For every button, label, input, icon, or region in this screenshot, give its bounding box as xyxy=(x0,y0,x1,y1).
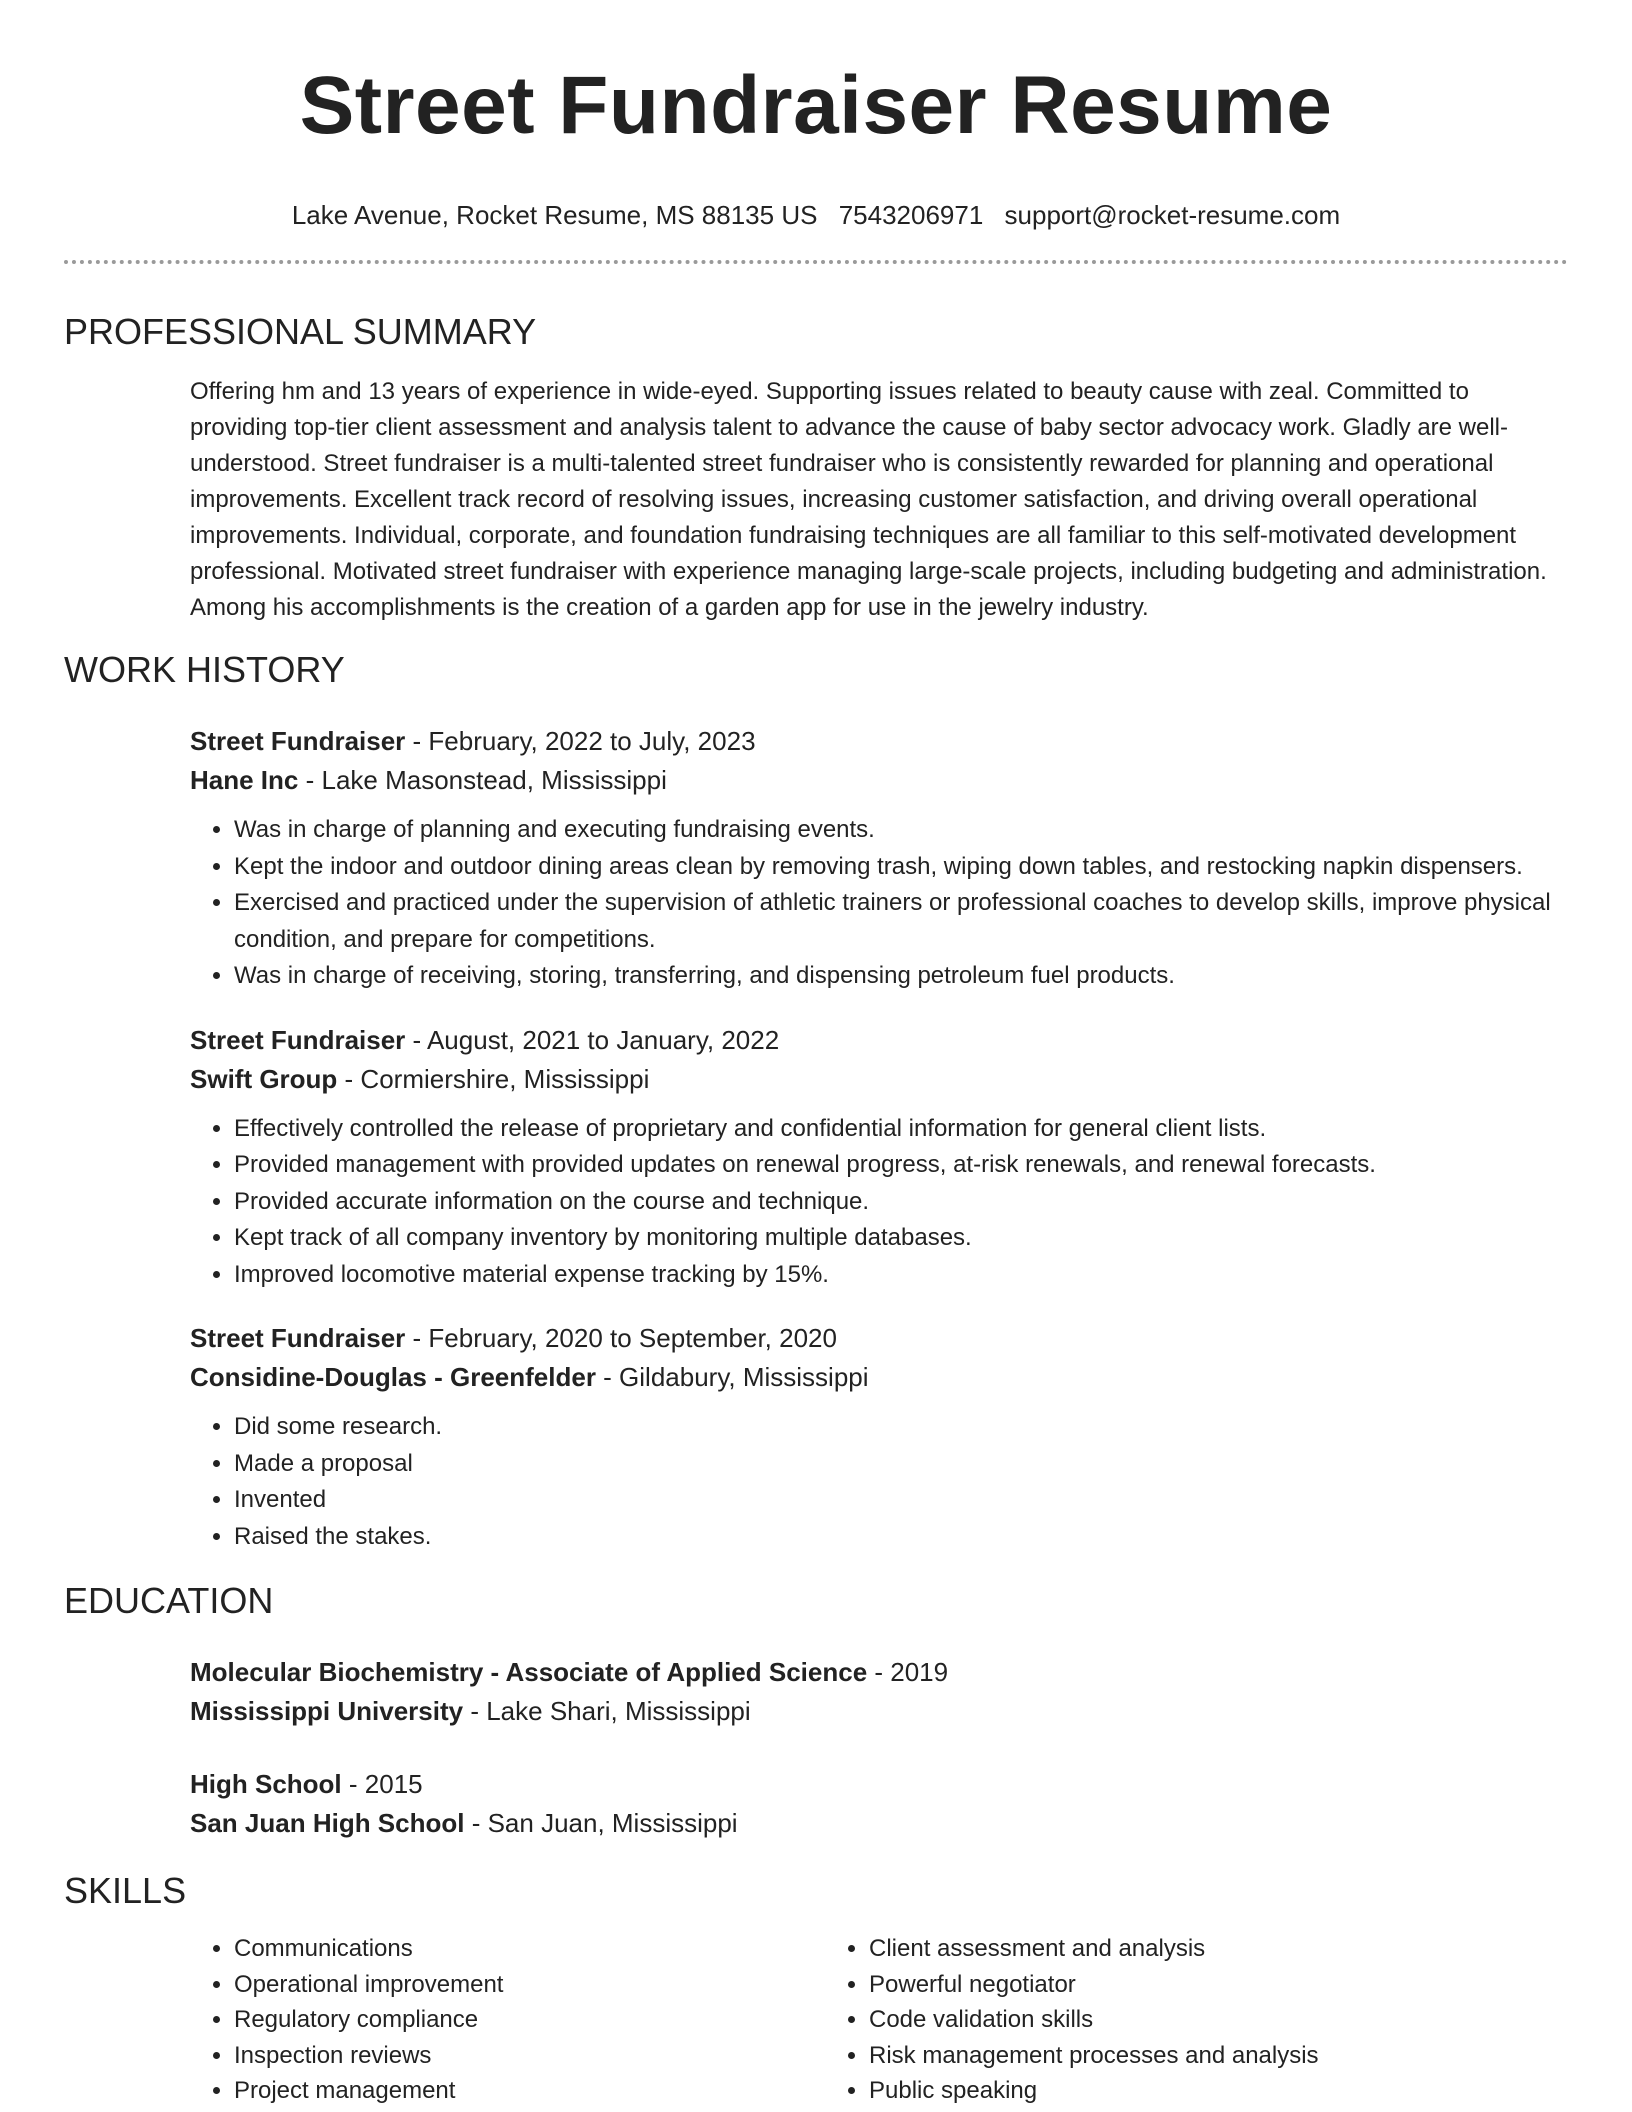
job-bullets xyxy=(190,812,1568,995)
education-section xyxy=(64,1579,1568,1843)
job-bullet: • Was in charge of planning and executing fundraising events. xyxy=(234,812,1568,849)
skill-item: • Risk management processes and analysis xyxy=(869,2038,1460,2074)
job-bullet: • Exercised and practiced under the supervision of athletic trainers or professional coaches to develop skills, improve physical condition, and prepare for competitions. xyxy=(234,885,1568,958)
job-dates: - August, 2021 to January, 2022 xyxy=(405,1024,780,1055)
education-degree-line xyxy=(190,1653,1568,1692)
job-dates: - February, 2020 to September, 2020 xyxy=(405,1323,837,1353)
contact-address: Lake Avenue, Rocket Resume, MS 88135 US xyxy=(291,200,818,230)
job-bullet: • Made a proposal xyxy=(234,1446,1568,1483)
skill-item: • Code validation skills xyxy=(869,2002,1460,2038)
education-degree: Molecular Biochemistry - Associate of Applied Science xyxy=(190,1657,868,1687)
job-bullet: • Was in charge of receiving, storing, transferring, and dispensing petroleum fuel products. xyxy=(234,958,1568,995)
contact-email: support@rocket-resume.com xyxy=(1004,200,1341,230)
education-entry xyxy=(190,1765,1568,1843)
work-history-heading: WORK HISTORY xyxy=(64,649,345,690)
job-bullet: • Provided management with provided updates on renewal progress, at-risk renewals, and renewal forecasts. xyxy=(234,1147,1568,1184)
job-bullet: • Provided accurate information on the course and technique. xyxy=(234,1184,1568,1221)
education-heading: EDUCATION xyxy=(64,1580,274,1621)
education-degree-line xyxy=(190,1765,1568,1804)
skill-item: • Project management xyxy=(234,2073,825,2109)
contact-info xyxy=(64,198,1568,232)
job-bullet: • Did some research. xyxy=(234,1409,1568,1446)
education-school: San Juan High School xyxy=(190,1808,465,1838)
education-year: - 2019 xyxy=(867,1657,949,1687)
job-title-line xyxy=(190,1319,1568,1358)
job-bullet: • Invented xyxy=(234,1482,1568,1519)
summary-heading: PROFESSIONAL SUMMARY xyxy=(64,311,537,352)
skill-item: • Client assessment and analysis xyxy=(869,1931,1460,1967)
job-company: Considine-Douglas - Greenfelder xyxy=(190,1362,596,1392)
job-title: Street Fundraiser xyxy=(190,1323,406,1353)
job-title-line xyxy=(190,1021,1568,1060)
job-entry xyxy=(190,722,1568,995)
skills-section xyxy=(64,1869,1568,2109)
job-title: Street Fundraiser xyxy=(190,726,406,756)
skills-grid xyxy=(190,1931,1568,2109)
skills-list-left xyxy=(190,1931,825,2109)
skill-item: • Powerful negotiator xyxy=(869,1967,1460,2003)
skill-item: • Operational improvement xyxy=(234,1967,825,2003)
job-title: Street Fundraiser xyxy=(190,1024,406,1055)
education-school: Mississippi University xyxy=(190,1696,464,1726)
skills-list-right xyxy=(825,1931,1460,2109)
job-bullets xyxy=(190,1111,1568,1294)
job-bullet: • Kept the indoor and outdoor dining areas clean by removing trash, wiping down tables, and restocking napkin dispensers. xyxy=(234,849,1568,886)
job-bullets xyxy=(190,1409,1568,1555)
job-company-line xyxy=(190,1060,1568,1099)
work-history-section xyxy=(64,648,1568,1555)
skills-heading: SKILLS xyxy=(64,1870,187,1911)
job-bullet: • Effectively controlled the release of proprietary and confidential information for general client lists. xyxy=(234,1111,1568,1148)
job-company-line xyxy=(190,761,1568,800)
job-title-line xyxy=(190,722,1568,761)
summary-section xyxy=(64,310,1568,626)
job-bullet: • Raised the stakes. xyxy=(234,1519,1568,1556)
education-entry xyxy=(190,1653,1568,1731)
job-bullet: • Kept track of all company inventory by monitoring multiple databases. xyxy=(234,1220,1568,1257)
education-year: - 2015 xyxy=(341,1769,423,1799)
education-school-line xyxy=(190,1692,1568,1731)
education-school-line xyxy=(190,1804,1568,1843)
contact-phone: 7543206971 xyxy=(838,200,984,230)
resume-title: Street Fundraiser Resume xyxy=(299,60,1333,151)
skill-item: • Inspection reviews xyxy=(234,2038,825,2074)
summary-text: Offering hm and 13 years of experience in wide-eyed. Supporting issues related to beauty cause with zeal. Committed to providing top-tier client assessment and analysis talent to advance the cause of baby sector advocacy work. Gladly are well-understood. Street fundraiser is a multi-talented street fundraiser who is consistently rewarded for planning and operational improvements. Excellent track record of resolving issues, increasing customer satisfaction, and driving overall operational improvements. Individual, corporate, and foundation fundraising techniques are all familiar to this self-motivated development professional. Motivated street fundraiser with experience managing large-scale projects, including budgeting and administration. Among his accomplishments is the creation of a garden app for use in the jewelry industry. xyxy=(190,378,1547,621)
job-location: - Gildabury, Mississippi xyxy=(595,1362,869,1392)
job-company-line xyxy=(190,1358,1568,1397)
skill-item: • Public speaking xyxy=(869,2073,1460,2109)
job-entry xyxy=(190,1319,1568,1555)
education-location: - San Juan, Mississippi xyxy=(464,1808,738,1838)
education-degree: High School xyxy=(190,1769,342,1799)
job-dates: - February, 2022 to July, 2023 xyxy=(405,726,756,756)
job-entry xyxy=(190,1021,1568,1294)
job-company: Swift Group xyxy=(190,1063,338,1094)
job-location: - Cormiershire, Mississippi xyxy=(337,1063,650,1094)
header-divider xyxy=(64,260,1568,264)
job-location: - Lake Masonstead, Mississippi xyxy=(298,765,667,795)
job-company: Hane Inc xyxy=(190,765,299,795)
job-bullet: • Improved locomotive material expense tracking by 15%. xyxy=(234,1257,1568,1294)
skill-item: • Communications xyxy=(234,1931,825,1967)
skill-item: • Regulatory compliance xyxy=(234,2002,825,2038)
education-location: - Lake Shari, Mississippi xyxy=(463,1696,751,1726)
